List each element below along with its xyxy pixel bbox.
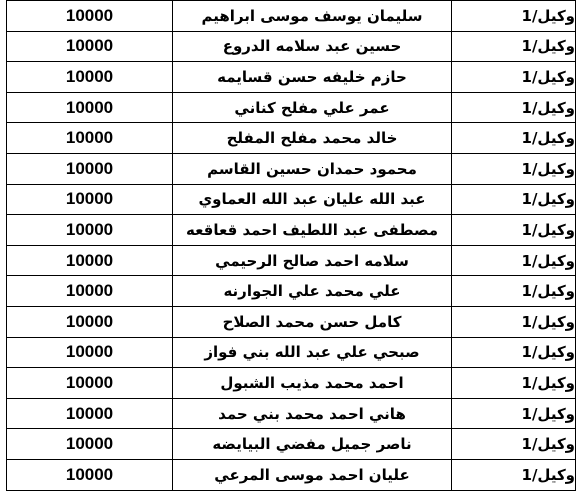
- amount-cell: 10000: [7, 123, 173, 154]
- table-row: [7, 153, 576, 184]
- name-cell: هاني احمد محمد بني حمد: [173, 398, 452, 429]
- name-cell: صبحي علي عبد الله بني فواز: [173, 337, 452, 368]
- name-cell: خالد محمد مفلح المفلح: [173, 123, 452, 154]
- amount-cell: 10000: [7, 92, 173, 123]
- amount-cell: 10000: [7, 459, 173, 490]
- name-cell: علي محمد علي الجوارنه: [173, 276, 452, 307]
- role-cell: وكيل/1: [452, 306, 576, 337]
- role-cell: وكيل/1: [452, 337, 576, 368]
- table-row: [7, 31, 576, 62]
- amount-cell: 10000: [7, 184, 173, 215]
- table-row: [7, 1, 576, 32]
- name-cell: كامل حسن محمد الصلاح: [173, 306, 452, 337]
- name-cell: احمد محمد مذيب الشبول: [173, 368, 452, 399]
- role-cell: وكيل/1: [452, 398, 576, 429]
- amount-cell: 10000: [7, 245, 173, 276]
- personnel-table-body: [7, 1, 576, 491]
- role-cell: وكيل/1: [452, 459, 576, 490]
- role-cell: وكيل/1: [452, 92, 576, 123]
- amount-cell: 10000: [7, 429, 173, 460]
- amount-cell: 10000: [7, 337, 173, 368]
- name-cell: حازم خليفه حسن قسايمه: [173, 62, 452, 93]
- table-row: [7, 398, 576, 429]
- table-row: [7, 92, 576, 123]
- amount-cell: 10000: [7, 215, 173, 246]
- table-row: [7, 123, 576, 154]
- table-row: [7, 245, 576, 276]
- amount-cell: 10000: [7, 368, 173, 399]
- role-cell: وكيل/1: [452, 153, 576, 184]
- table-row: [7, 306, 576, 337]
- amount-cell: 10000: [7, 306, 173, 337]
- role-cell: وكيل/1: [452, 429, 576, 460]
- amount-cell: 10000: [7, 276, 173, 307]
- role-cell: وكيل/1: [452, 31, 576, 62]
- role-cell: وكيل/1: [452, 123, 576, 154]
- role-cell: وكيل/1: [452, 215, 576, 246]
- amount-cell: 10000: [7, 153, 173, 184]
- name-cell: محمود حمدان حسين القاسم: [173, 153, 452, 184]
- table-row: [7, 215, 576, 246]
- table-row: [7, 276, 576, 307]
- table-row: [7, 184, 576, 215]
- name-cell: عبد الله عليان عبد الله العماوي: [173, 184, 452, 215]
- name-cell: مصطفى عبد اللطيف احمد قعاقعه: [173, 215, 452, 246]
- role-cell: وكيل/1: [452, 245, 576, 276]
- role-cell: وكيل/1: [452, 184, 576, 215]
- role-cell: وكيل/1: [452, 368, 576, 399]
- name-cell: حسين عبد سلامه الدروع: [173, 31, 452, 62]
- name-cell: عليان احمد موسى المرعي: [173, 459, 452, 490]
- table-row: [7, 368, 576, 399]
- amount-cell: 10000: [7, 398, 173, 429]
- role-cell: وكيل/1: [452, 1, 576, 32]
- name-cell: سليمان يوسف موسى ابراهيم: [173, 1, 452, 32]
- amount-cell: 10000: [7, 31, 173, 62]
- name-cell: عمر علي مفلح كناني: [173, 92, 452, 123]
- name-cell: ناصر جميل مفضي البيايضه: [173, 429, 452, 460]
- table-row: [7, 62, 576, 93]
- table-row: [7, 337, 576, 368]
- amount-cell: 10000: [7, 1, 173, 32]
- table-row: [7, 459, 576, 490]
- personnel-table: [6, 0, 576, 491]
- name-cell: سلامه احمد صالح الرحيمي: [173, 245, 452, 276]
- amount-cell: 10000: [7, 62, 173, 93]
- table-row: [7, 429, 576, 460]
- role-cell: وكيل/1: [452, 276, 576, 307]
- role-cell: وكيل/1: [452, 62, 576, 93]
